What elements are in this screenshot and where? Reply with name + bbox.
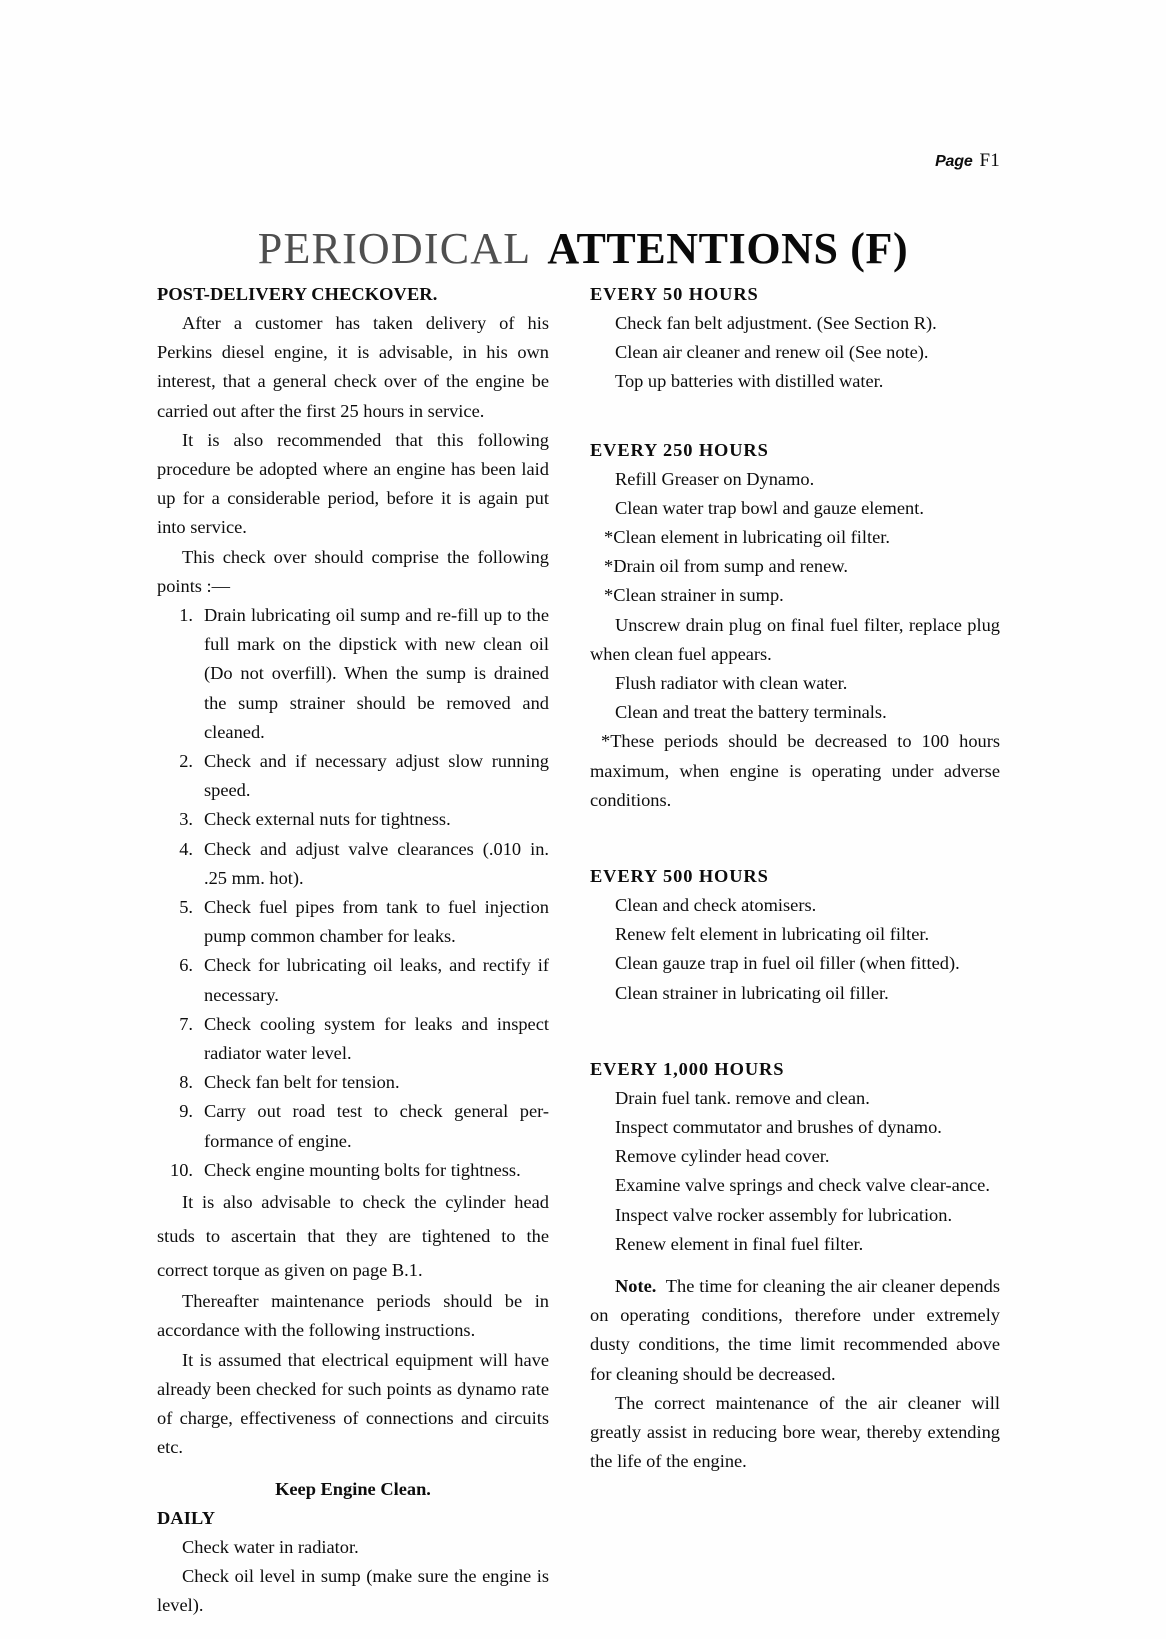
list-item (157, 951, 549, 1009)
list-item: Unscrew drain plug on final fuel filter, replace plug when clean fuel appears. (590, 614, 1000, 664)
list-item: *Clean element in lubricating oil filter. (604, 527, 890, 548)
page-title-part-two: ATTENTIONS (F) (547, 224, 909, 274)
section-heading-every-500-hours: EVERY 500 HOURS (590, 866, 769, 887)
list-item-number: 1. (179, 605, 193, 626)
section-heading-every-50-hours: EVERY 50 HOURS (590, 284, 759, 304)
list-item-text: Check and if necessary adjust slow running speed. (204, 751, 549, 801)
closing-paragraph: It is also advisable to check the cylinder head studs to ascertain that they are tightened to the correct torque as given on page B.1. (157, 1192, 549, 1281)
every-500-hours-list (590, 891, 1000, 1008)
list-item: Inspect commutator and brushes of dynamo. (615, 1117, 942, 1138)
list-item-number: 10. (170, 1159, 193, 1180)
intro-paragraph: It is also recommended that this following procedure be adopted where an engine has been laid up for a considerable period, before it is again put into service. (157, 429, 549, 538)
list-item (157, 1010, 549, 1068)
list-item-text: Check for lubricating oil leaks, and rectify if necessary. (204, 955, 549, 1005)
section-heading-every-1000-hours: EVERY 1,000 HOURS (590, 1058, 785, 1079)
list-item: Drain fuel tank. remove and clean. (615, 1087, 870, 1108)
list-item-number: 6. (179, 955, 193, 976)
list-item-number: 5. (179, 897, 193, 918)
closing-paragraph: Thereafter maintenance periods should be in accordance with the following instructions. (157, 1291, 549, 1341)
list-item-text: Check external nuts for tightness. (204, 809, 451, 830)
note-label: Note. (615, 1276, 657, 1297)
list-item: Clean water trap bowl and gauze element. (615, 497, 924, 518)
spacer (590, 1259, 1000, 1272)
list-item-number: 8. (179, 1072, 193, 1093)
list-item: Clean and treat the battery terminals. (615, 702, 887, 723)
page-title (0, 223, 1166, 274)
list-item: Remove cylinder head cover. (615, 1146, 830, 1167)
every-50-hours-list (590, 309, 1000, 397)
section-heading-daily: DAILY (157, 1507, 216, 1528)
list-item-number: 7. (179, 1013, 193, 1034)
checkover-list (157, 601, 549, 1185)
note-paragraph (590, 1272, 1000, 1389)
list-item: Renew element in final fuel filter. (615, 1233, 864, 1254)
list-item (157, 893, 549, 951)
list-item-number: 3. (179, 809, 193, 830)
list-item-text: Check and adjust valve clearances (.010 in. .25 mm. hot). (204, 838, 549, 888)
spacer (590, 397, 1000, 437)
list-item: *Drain oil from sump and renew. (604, 556, 848, 577)
list-item-text: Check engine mounting bolts for tightness. (204, 1159, 521, 1180)
note-closing-paragraph: The correct maintenance of the air cleaner will greatly assist in reducing bore wear, thereby extending the life of the engine. (590, 1392, 1000, 1472)
spacer (590, 815, 1000, 863)
daily-items-list (157, 1533, 549, 1621)
list-item-number: 2. (179, 751, 193, 772)
list-item: *Clean strainer in sump. (604, 585, 784, 606)
list-item: Clean strainer in lubricating oil filler. (615, 982, 889, 1003)
note-body: The time for cleaning the air cleaner depends on operating conditions, therefore under extremely dusty conditions, the time limit recommended above for cleaning should be decreased. (590, 1276, 1000, 1384)
list-item: Check water in radiator. (182, 1536, 359, 1557)
right-column (590, 281, 1000, 1477)
list-item-text: Carry out road test to check general per-formance of engine. (204, 1101, 549, 1151)
list-item (157, 601, 549, 747)
every-250-hours-footnote: *These periods should be decreased to 100 hours maximum, when engine is operating under adverse conditions. (590, 731, 1000, 810)
list-item (157, 835, 549, 893)
list-item: Clean gauze trap in fuel oil filler (when fitted). (615, 953, 960, 974)
list-item (157, 805, 549, 834)
list-item-number: 4. (179, 838, 193, 859)
list-item: Flush radiator with clean water. (615, 673, 848, 694)
running-head-page-number: F1 (979, 150, 1000, 171)
page-title-part-one: PERIODICAL (257, 224, 532, 274)
list-item (157, 747, 549, 805)
running-head-label: Page (935, 153, 973, 170)
left-column (157, 281, 549, 1620)
every-1000-hours-list (590, 1084, 1000, 1259)
closing-paragraph: It is assumed that electrical equipment will have already been checked for such points as dynamo rate of charge, effectiveness of connections and circuits etc. (157, 1349, 549, 1458)
list-item: Examine valve springs and check valve clear-ance. (615, 1175, 990, 1196)
list-item (157, 1068, 549, 1097)
list-item: Check fan belt adjustment. (See Section R). (615, 313, 937, 333)
list-item: Renew felt element in lubricating oil filter. (615, 924, 930, 945)
list-item: Clean air cleaner and renew oil (See note). (615, 342, 929, 363)
every-250-hours-list (590, 465, 1000, 728)
list-item-text: Check fuel pipes from tank to fuel injection pump common chamber for leaks. (204, 897, 549, 947)
list-item: Check oil level in sump (make sure the engine is level). (157, 1565, 549, 1615)
list-item-text: Drain lubricating oil sump and re-fill up to the full mark on the dipstick with new clean oil (Do not overfill). When the sump is drained the sump strainer should be removed and cleaned. (204, 605, 549, 742)
section-heading-every-250-hours: EVERY 250 HOURS (590, 439, 769, 460)
running-head (935, 150, 1000, 172)
list-item (157, 1156, 549, 1185)
section-heading-post-delivery: POST-DELIVERY CHECKOVER. (157, 284, 438, 304)
intro-paragraph: This check over should comprise the following points :— (157, 546, 549, 596)
list-item-text: Check fan belt for tension. (204, 1072, 400, 1093)
list-item-text: Check cooling system for leaks and inspect radiator water level. (204, 1013, 549, 1064)
intro-paragraph: After a customer has taken delivery of his Perkins diesel engine, it is advisable, in his own interest, that a general check over of the engine be carried out after the first 25 hours in service. (157, 313, 549, 421)
list-item: Inspect valve rocker assembly for lubrication. (615, 1204, 953, 1225)
list-item-number: 9. (179, 1101, 193, 1122)
list-item (157, 1097, 549, 1155)
keep-engine-clean-heading: Keep Engine Clean. (275, 1479, 431, 1500)
spacer (157, 1462, 549, 1475)
list-item: Clean and check atomisers. (615, 895, 817, 916)
list-item: Top up batteries with distilled water. (615, 371, 884, 392)
list-item: Refill Greaser on Dynamo. (615, 468, 815, 489)
spacer (590, 1008, 1000, 1056)
